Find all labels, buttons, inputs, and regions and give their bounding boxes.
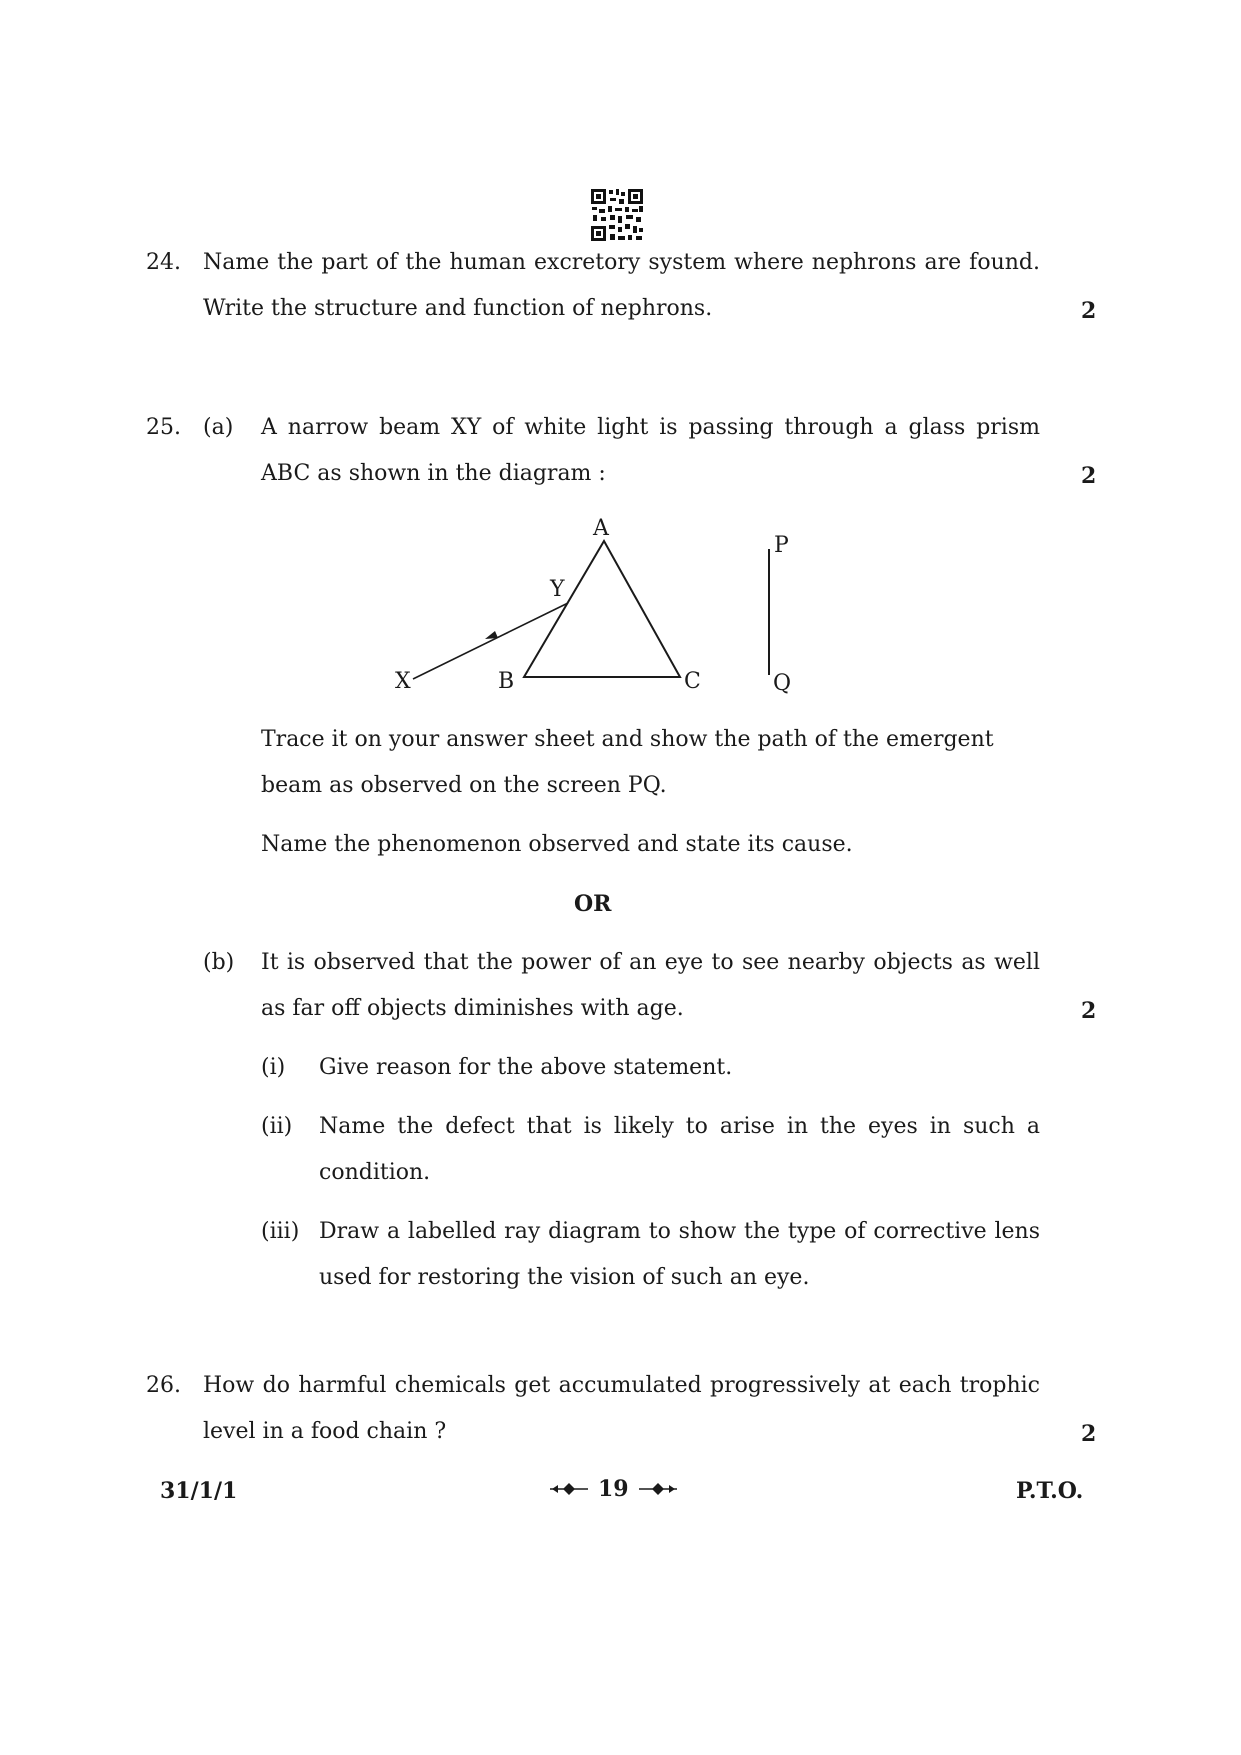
q24-text-line1: Name the part of the human excretory system where nephrons are found. xyxy=(203,250,1040,275)
q25b-part-ii-line1: Name the defect that is likely to arise in the eyes in such a xyxy=(319,1114,1040,1139)
ornament-right-icon xyxy=(639,1482,677,1496)
q25a-name-line: Name the phenomenon observed and state its cause. xyxy=(261,832,853,857)
paper-code: 31/1/1 xyxy=(160,1478,238,1504)
label-b: B xyxy=(498,669,515,694)
label-c: C xyxy=(684,669,701,694)
q25a-label: (a) xyxy=(203,415,234,440)
q25b-label: (b) xyxy=(203,950,235,975)
label-p: P xyxy=(774,533,789,558)
q25a-marks: 2 xyxy=(1081,463,1097,489)
q25a-trace-line1: Trace it on your answer sheet and show the path of the emergent xyxy=(261,727,994,752)
q25a-trace-line2: beam as observed on the screen PQ. xyxy=(261,773,667,798)
prism-abc xyxy=(524,541,680,677)
q25a-text-line1: A narrow beam XY of white light is passing through a glass prism xyxy=(261,415,1040,440)
q25b-text-line2: as far off objects diminishes with age. xyxy=(261,996,684,1021)
ornament-left-icon xyxy=(550,1482,588,1496)
q26-marks: 2 xyxy=(1081,1421,1097,1447)
q25b-part-i-line1: Give reason for the above statement. xyxy=(319,1055,733,1080)
q25b-marks: 2 xyxy=(1081,998,1097,1024)
q26-text-line2: level in a food chain ? xyxy=(203,1419,447,1444)
label-x: X xyxy=(395,669,411,694)
q24-text-line2: Write the structure and function of nephrons. xyxy=(203,296,713,321)
q25b-part-i-label: (i) xyxy=(261,1055,286,1080)
q25b-part-iii-line1: Draw a labelled ray diagram to show the type of corrective lens xyxy=(319,1219,1040,1244)
q25b-part-ii-label: (ii) xyxy=(261,1114,293,1139)
ray-arrowhead xyxy=(485,631,498,639)
page-number-group xyxy=(550,1478,677,1500)
qr-code xyxy=(590,188,644,242)
q25b-part-iii-line2: used for restoring the vision of such an eye. xyxy=(319,1265,810,1290)
prism-diagram xyxy=(380,505,820,705)
q25b-part-ii-line2: condition. xyxy=(319,1160,431,1185)
q25-number: 25. xyxy=(146,415,181,440)
q24-marks: 2 xyxy=(1081,298,1097,324)
page-number: 19 xyxy=(598,1476,629,1502)
q25a-text-line2: ABC as shown in the diagram : xyxy=(261,461,606,486)
label-a: A xyxy=(593,516,609,541)
label-y: Y xyxy=(550,577,565,602)
or-separator: OR xyxy=(574,891,612,917)
q25b-part-iii-label: (iii) xyxy=(261,1219,300,1244)
q24-number: 24. xyxy=(146,250,181,275)
pto-label: P.T.O. xyxy=(1016,1478,1084,1504)
q26-text-line1: How do harmful chemicals get accumulated progressively at each trophic xyxy=(203,1373,1040,1398)
q25b-text-line1: It is observed that the power of an eye to see nearby objects as well xyxy=(261,950,1040,975)
q26-number: 26. xyxy=(146,1373,181,1398)
label-q: Q xyxy=(773,671,792,696)
